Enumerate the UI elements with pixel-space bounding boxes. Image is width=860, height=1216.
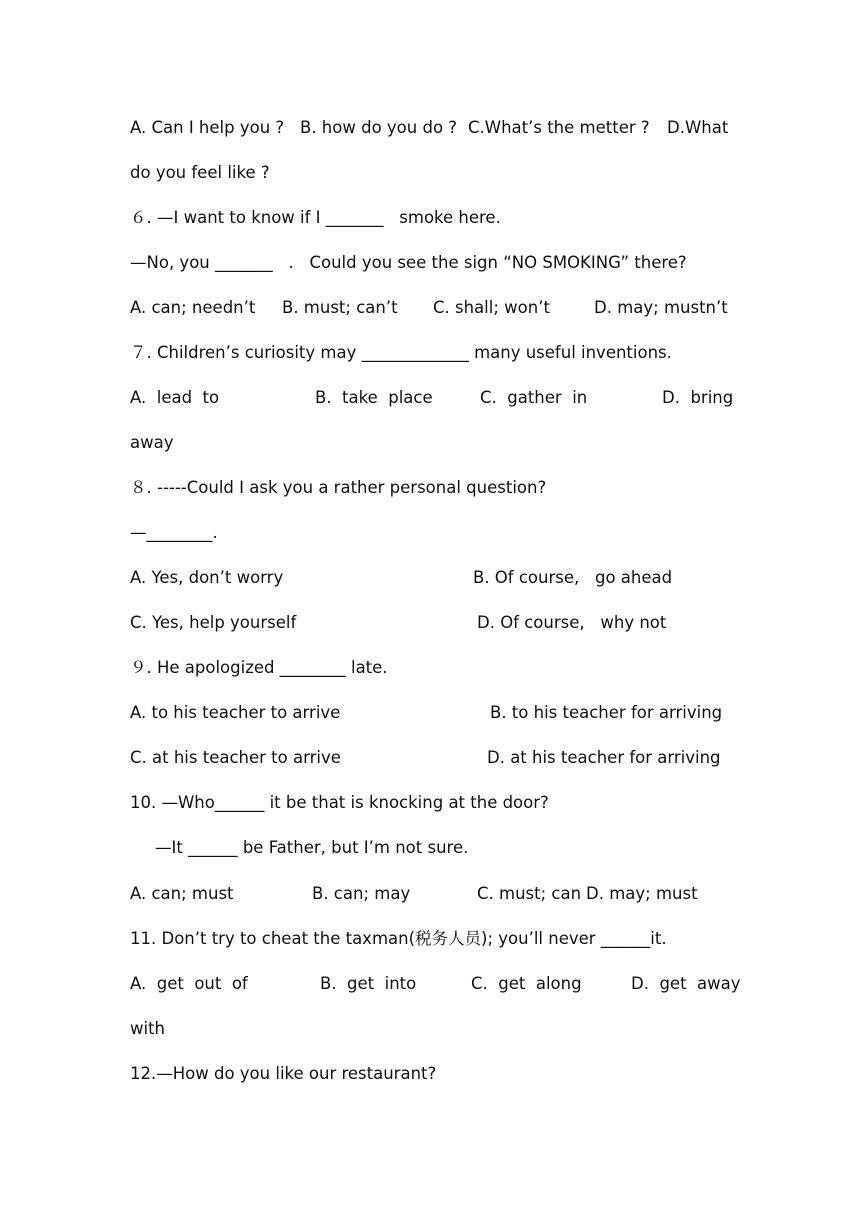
q10-option-b: B. can; may [312, 884, 411, 903]
q7-option-d: D. bring [662, 388, 734, 407]
q5-option-d: D.What [667, 118, 729, 137]
q9-option-c: C. at his teacher to arrive [130, 748, 341, 767]
q8-stem-reply: —________. [130, 523, 218, 542]
q8-option-b: B. Of course, go ahead [473, 568, 673, 587]
q10-stem-reply: —It ______ be Father, but I’m not sure. [155, 838, 469, 857]
q5-option-a: A. Can I help you ? [130, 118, 285, 137]
q11-option-d: D. get away [631, 974, 741, 993]
q11-stem: 11. Don’t try to cheat the taxman(税务人员); you’ll never ______it. [130, 929, 667, 948]
q5-option-c: C.What’s the metter ? [468, 118, 650, 137]
q8-option-c: C. Yes, help yourself [130, 613, 297, 632]
q6-stem-reply: —No, you _______ . Could you see the sign “NO SMOKING” there? [130, 253, 687, 272]
q9-option-a: A. to his teacher to arrive [130, 703, 341, 722]
q5-option-b: B. how do you do ? [300, 118, 458, 137]
q7-option-a: A. lead to [130, 388, 220, 407]
q10-option-c: C. must; can [477, 884, 582, 903]
q8-stem: ８. -----Could I ask you a rather personal question? [130, 478, 547, 497]
q10-stem: 10. —Who______ it be that is knocking at the door? [130, 793, 549, 812]
q6-stem: ６. —I want to know if I _______ smoke here. [130, 208, 501, 227]
q9-option-d: D. at his teacher for arriving [487, 748, 721, 767]
q6-option-c: C. shall; won’t [433, 298, 550, 317]
q6-option-d: D. may; mustn’t [594, 298, 728, 317]
q10-option-d: D. may; must [586, 884, 698, 903]
q6-option-a: A. can; needn’t [130, 298, 256, 317]
q12-stem: 12.—How do you like our restaurant? [130, 1064, 437, 1083]
q11-option-b: B. get into [320, 974, 417, 993]
q7-option-b: B. take place [315, 388, 433, 407]
q9-option-b: B. to his teacher for arriving [490, 703, 723, 722]
q8-option-d: D. Of course, why not [477, 613, 667, 632]
q10-option-a: A. can; must [130, 884, 234, 903]
q6-option-b: B. must; can’t [282, 298, 398, 317]
q11-option-c: C. get along [471, 974, 582, 993]
q9-stem: ９. He apologized ________ late. [130, 658, 388, 677]
q7-option-continuation: away [130, 433, 174, 452]
q5-option-continuation: do you feel like ? [130, 163, 270, 182]
q11-option-a: A. get out of [130, 974, 248, 993]
q11-option-continuation: with [130, 1019, 166, 1038]
q7-stem: ７. Children’s curiosity may _____________ many useful inventions. [130, 343, 672, 362]
q7-option-c: C. gather in [480, 388, 588, 407]
q8-option-a: A. Yes, don’t worry [130, 568, 284, 587]
